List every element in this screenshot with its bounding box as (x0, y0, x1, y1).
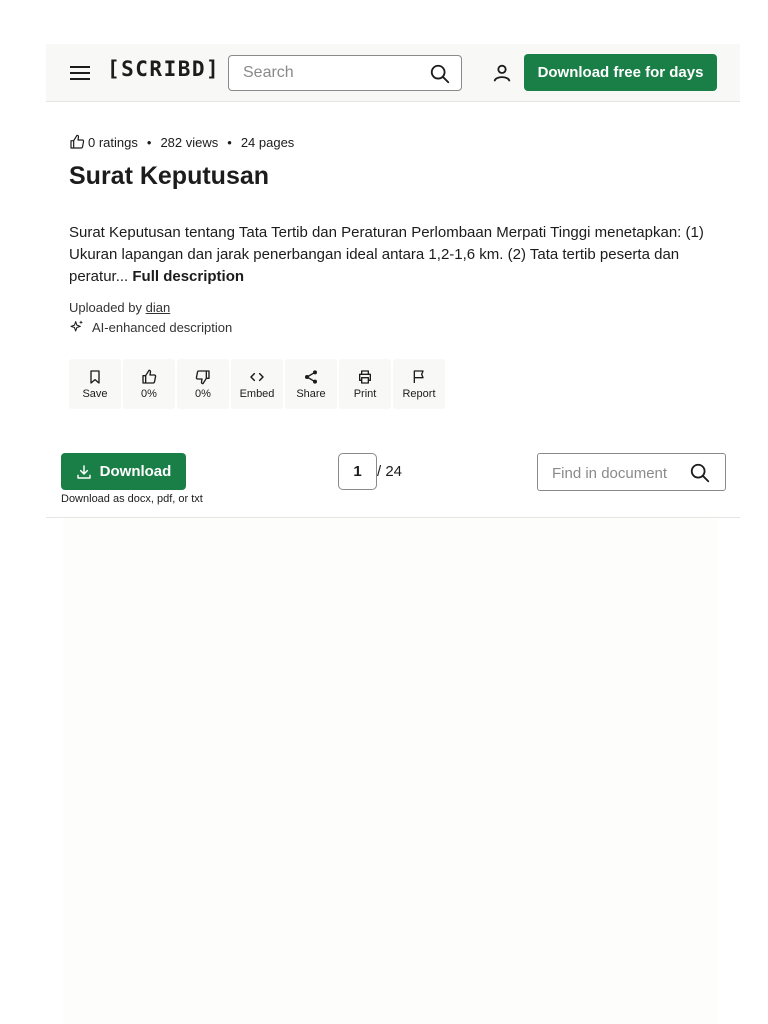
menu-icon[interactable] (68, 62, 92, 84)
action-label: 0% (195, 387, 211, 400)
views-count: 282 views (160, 134, 219, 150)
download-free-button[interactable]: Download free for days (524, 54, 717, 91)
action-label: Save (82, 387, 108, 400)
ratings-count: 0 ratings (88, 134, 138, 150)
print-button[interactable] (339, 359, 391, 409)
page-frame (46, 44, 740, 1024)
full-description-link[interactable]: Full description (132, 268, 245, 285)
document-viewer[interactable] (63, 519, 717, 1024)
embed-button[interactable] (231, 359, 283, 409)
document-description (69, 222, 719, 288)
flag-icon (411, 369, 427, 385)
user-icon[interactable] (491, 62, 513, 84)
action-label: Share (296, 387, 326, 400)
page-number-input[interactable] (338, 453, 377, 490)
search-icon[interactable] (429, 63, 451, 85)
share-button[interactable] (285, 359, 337, 409)
like-button[interactable] (123, 359, 175, 409)
find-in-document-box (537, 453, 726, 491)
action-label: 0% (141, 387, 157, 400)
code-icon (249, 369, 265, 385)
scribd-logo[interactable]: [SCRIBD] (107, 57, 221, 81)
download-formats-note: Download as docx, pdf, or txt (61, 493, 203, 505)
uploaded-by (69, 300, 170, 315)
uploader-link[interactable]: dian (145, 300, 171, 315)
action-label: Report (402, 387, 436, 400)
thumbs-up-icon (141, 369, 157, 385)
uploaded-prefix: Uploaded by (69, 300, 142, 315)
document-title: Surat Keputusan (69, 162, 270, 190)
thumbs-down-icon (195, 369, 211, 385)
ai-label: AI-enhanced description (92, 319, 233, 335)
printer-icon (357, 369, 373, 385)
download-icon (76, 464, 92, 480)
thumbs-up-icon (69, 134, 85, 150)
search-input[interactable] (243, 63, 419, 83)
separator-dot: • (227, 134, 232, 150)
sparkle-icon (69, 319, 85, 335)
action-label: Embed (239, 387, 275, 400)
dislike-button[interactable] (177, 359, 229, 409)
search-box (228, 55, 462, 91)
bookmark-icon (87, 369, 103, 385)
document-stats (69, 134, 294, 150)
search-icon[interactable] (689, 462, 711, 484)
share-icon (303, 369, 319, 385)
top-header (46, 44, 740, 102)
pages-count: 24 pages (240, 134, 295, 150)
separator-dot: • (146, 134, 152, 150)
action-label: Print (353, 387, 377, 400)
download-label: Download (99, 463, 172, 480)
action-bar (69, 359, 445, 409)
page-total: / 24 (377, 463, 403, 480)
ai-enhanced-note (69, 319, 232, 335)
download-button[interactable] (61, 453, 186, 490)
description-text: Surat Keputusan tentang Tata Tertib dan Peraturan Perlombaan Merpati Tinggi menetapkan: (1) Ukuran lapangan dan jarak penerbangan ideal antara 1,2-1,6 km. (2) Tata tertib peserta dan peratur... (69, 224, 704, 285)
save-button[interactable] (69, 359, 121, 409)
document-toolbar (46, 444, 740, 518)
find-in-document-input[interactable] (552, 463, 682, 483)
report-button[interactable] (393, 359, 445, 409)
